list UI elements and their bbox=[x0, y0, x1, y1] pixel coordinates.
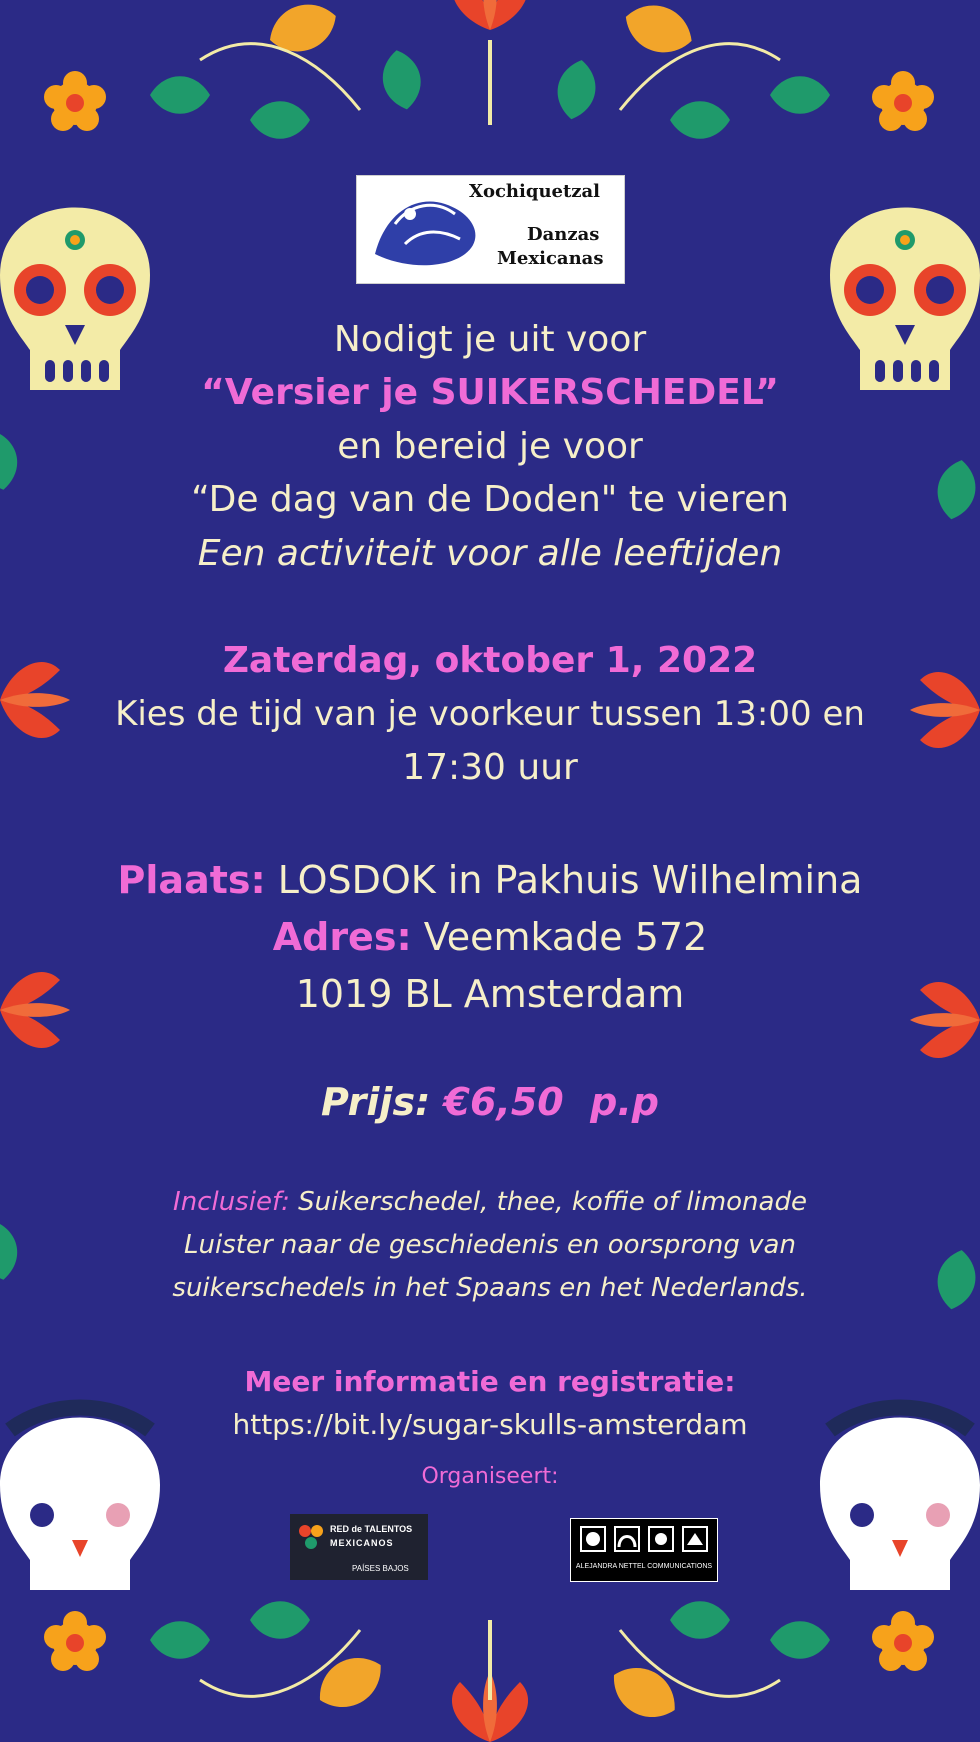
place-label: Plaats: bbox=[117, 858, 266, 902]
place-row bbox=[0, 853, 980, 907]
sponsor1-line1: RED de TALENTOS bbox=[330, 1524, 413, 1534]
address-row bbox=[0, 910, 980, 964]
invite-line4: “De dag van de Doden" te vieren bbox=[191, 479, 789, 520]
flower-icon bbox=[44, 1611, 106, 1671]
top-border bbox=[44, 0, 934, 139]
talentos-logo-icon bbox=[296, 1522, 326, 1552]
time-line1: Kies de tijd van je voorkeur tussen 13:00 en bbox=[115, 694, 865, 734]
sponsor1-line2: MEXICANOS bbox=[330, 1538, 394, 1548]
price-label: Prijs: bbox=[320, 1080, 431, 1124]
address-city: 1019 BL Amsterdam bbox=[295, 972, 685, 1016]
logo-line3: Mexicanas bbox=[497, 248, 604, 269]
sponsor1-line3: PAÍSES BAJOS bbox=[352, 1564, 409, 1573]
logo-line2: Danzas bbox=[527, 224, 600, 245]
flower-icon bbox=[452, 0, 528, 30]
included-items: Suikerschedel, thee, koffie of limonade bbox=[298, 1187, 807, 1217]
price-value: €6,50 p.p bbox=[443, 1080, 660, 1124]
logo-line1: Xochiquetzal bbox=[469, 181, 601, 202]
registration-link[interactable]: https://bit.ly/sugar-skulls-amsterdam bbox=[232, 1408, 748, 1441]
info-heading: Meer informatie en registratie: bbox=[244, 1365, 736, 1398]
included-line3: suikerschedels in het Spaans en het Nederlands. bbox=[172, 1273, 808, 1303]
time-line2: 17:30 uur bbox=[402, 747, 578, 788]
price-row bbox=[0, 1075, 980, 1129]
address-label: Adres: bbox=[272, 915, 412, 959]
included-label: Inclusief: bbox=[173, 1187, 290, 1217]
sponsor-red-de-talentos bbox=[290, 1514, 428, 1580]
flower-icon bbox=[872, 1611, 934, 1671]
included-line1 bbox=[0, 1180, 980, 1224]
sponsor2-name: ALEJANDRA NETTEL COMMUNICATIONS bbox=[575, 1563, 713, 1570]
event-date: Zaterdag, oktober 1, 2022 bbox=[222, 640, 758, 681]
organiser-label: Organiseert: bbox=[421, 1464, 559, 1489]
invite-title: “Versier je SUIKERSCHEDEL” bbox=[201, 372, 779, 413]
address-value: Veemkade 572 bbox=[423, 915, 708, 959]
place-value: LOSDOK in Pakhuis Wilhelmina bbox=[277, 858, 863, 902]
bottom-border bbox=[44, 1601, 934, 1742]
invite-line5: Een activiteit voor alle leeftijden bbox=[197, 533, 783, 574]
included-line2: Luister naar de geschiedenis en oorsprong van bbox=[184, 1230, 796, 1260]
invite-line3: en bereid je voor bbox=[337, 426, 643, 467]
sponsor-alejandra-nettel bbox=[570, 1518, 718, 1582]
xochiquetzal-logo bbox=[356, 175, 625, 284]
communications-logo-icon bbox=[579, 1525, 709, 1555]
invite-line1: Nodigt je uit voor bbox=[333, 319, 647, 360]
flower-icon bbox=[872, 71, 934, 131]
flower-icon bbox=[44, 71, 106, 131]
